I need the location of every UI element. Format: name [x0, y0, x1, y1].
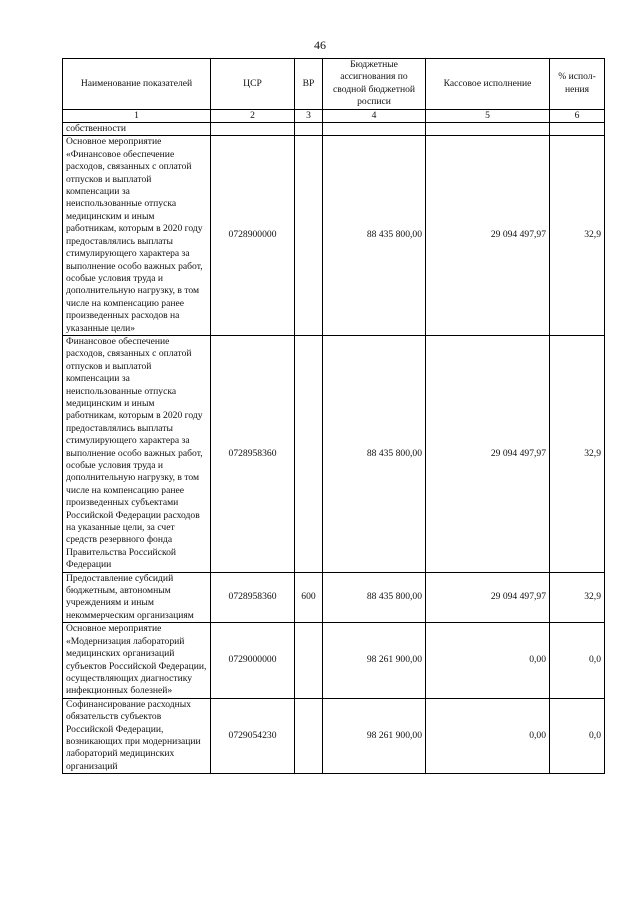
- row-vr: [295, 335, 323, 572]
- row-budget: 98 261 900,00: [323, 698, 426, 773]
- row-csr: 0729000000: [211, 623, 295, 698]
- budget-execution-table: [62, 58, 605, 774]
- row-budget: [323, 123, 426, 136]
- row-csr: 0728958360: [211, 572, 295, 623]
- row-cash: 29 094 497,97: [426, 572, 550, 623]
- row-name: Предоставление субсидий бюджетным, автономным учреждениям и иным некоммерческим организациям: [63, 572, 211, 623]
- column-number: 4: [323, 109, 426, 122]
- row-budget: 98 261 900,00: [323, 623, 426, 698]
- row-cash: 29 094 497,97: [426, 136, 550, 336]
- column-number: 3: [295, 109, 323, 122]
- row-budget: 88 435 800,00: [323, 136, 426, 336]
- row-name: Финансовое обеспечение расходов, связанных с оплатой отпусков и выплатой компенсации за неиспользованные отпуска медицинским и иным работникам, которым в 2020 году предоставлялись выплаты стимулирующего характера за выполнение особо важных работ, особые условия труда и дополнительную нагрузку, в том числе на компенсацию ранее произведенных субъектами Российской Федерации расходов на указанные цели, за счет средств резервного фонда Правительства Российской Федерации: [63, 335, 211, 572]
- table-row: [63, 572, 605, 623]
- row-pct: 32,9: [550, 335, 605, 572]
- column-number: 2: [211, 109, 295, 122]
- row-vr: [295, 123, 323, 136]
- row-budget: 88 435 800,00: [323, 335, 426, 572]
- header-pct: % испол-нения: [550, 59, 605, 110]
- header-vr: ВР: [295, 59, 323, 110]
- table-row: [63, 123, 605, 136]
- row-name: Основное мероприятие «Финансовое обеспечение расходов, связанных с оплатой отпусков и выплатой компенсации за неиспользованные отпуска медицинским и иным работникам, которым в 2020 году предоставлялись выплаты стимулирующего характера за выполнение особо важных работ, особые условия труда и дополнительную нагрузку, в том числе на компенсацию ранее произведенных расходов на указанные цели»: [63, 136, 211, 336]
- row-cash: [426, 123, 550, 136]
- row-name: Основное мероприятие «Модернизация лабораторий медицинских организаций субъектов Российской Федерации, осуществляющих диагностику инфекционных болезней»: [63, 623, 211, 698]
- row-vr: [295, 623, 323, 698]
- column-number: 6: [550, 109, 605, 122]
- table-row: [63, 335, 605, 572]
- header-csr: ЦСР: [211, 59, 295, 110]
- header-row: [63, 59, 605, 110]
- header-name: Наименование показателей: [63, 59, 211, 110]
- row-budget: 88 435 800,00: [323, 572, 426, 623]
- row-pct: [550, 123, 605, 136]
- column-number: 5: [426, 109, 550, 122]
- row-cash: 0,00: [426, 623, 550, 698]
- row-csr: 0729054230: [211, 698, 295, 773]
- row-vr: [295, 698, 323, 773]
- table-row: [63, 623, 605, 698]
- row-name: Софинансирование расходных обязательств субъектов Российской Федерации, возникающих при модернизации лабораторий медицинских организаций: [63, 698, 211, 773]
- row-vr: [295, 136, 323, 336]
- header-cash: Кассовое исполнение: [426, 59, 550, 110]
- row-name: собственности: [63, 123, 211, 136]
- column-number-row: [63, 109, 605, 122]
- row-vr: 600: [295, 572, 323, 623]
- row-pct: 32,9: [550, 572, 605, 623]
- row-csr: 0728958360: [211, 335, 295, 572]
- table-row: [63, 698, 605, 773]
- header-budget: Бюджетные ассигнования по сводной бюджетной росписи: [323, 59, 426, 110]
- table-row: [63, 136, 605, 336]
- row-pct: 32,9: [550, 136, 605, 336]
- row-pct: 0,0: [550, 623, 605, 698]
- page-number: 46: [314, 38, 326, 52]
- row-cash: 0,00: [426, 698, 550, 773]
- row-csr: [211, 123, 295, 136]
- row-cash: 29 094 497,97: [426, 335, 550, 572]
- row-pct: 0,0: [550, 698, 605, 773]
- column-number: 1: [63, 109, 211, 122]
- row-csr: 0728900000: [211, 136, 295, 336]
